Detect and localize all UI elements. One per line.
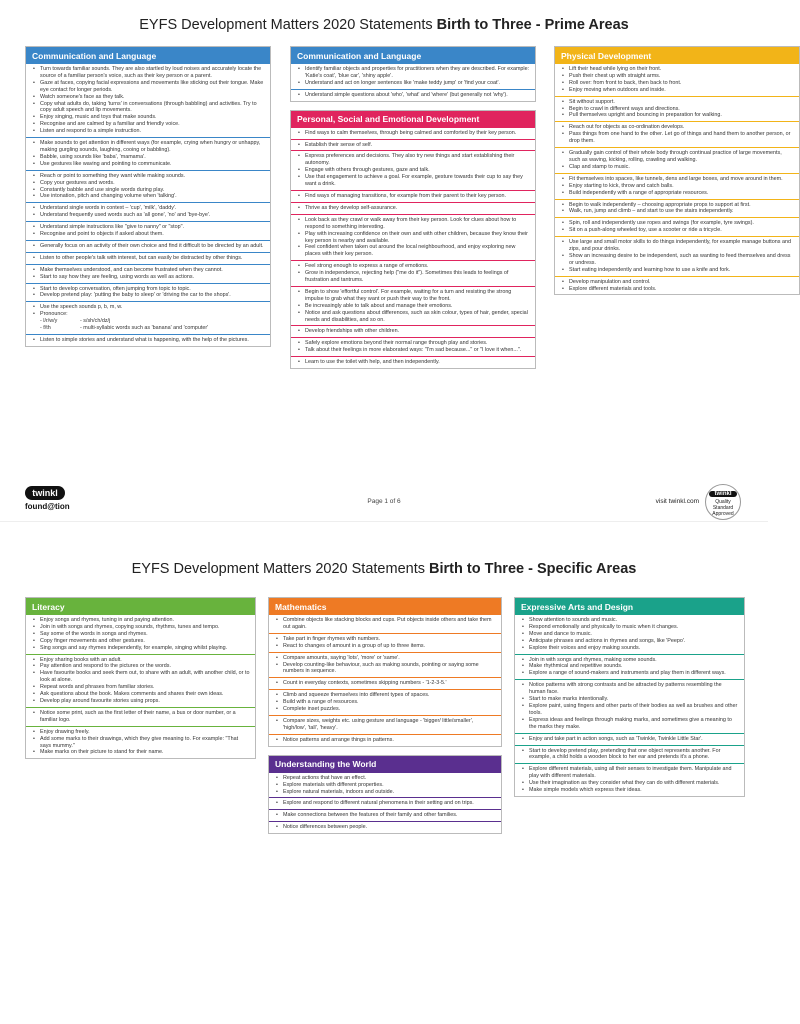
list-item: • Combine objects like stacking blocks and cups. Put objects inside others and take them out again. [275,617,496,631]
statement-group [269,773,501,799]
list-item: • Explore materials with different properties. [275,782,496,789]
list-item: • Constantly babble and use single words during play. [32,187,265,194]
statement-group [555,122,799,148]
list-item: • Develop manipulation and control. [561,279,794,286]
p1-column-right [554,46,800,303]
statement-group [269,615,501,634]
statement-group [269,653,501,679]
understanding-the-world-card [268,755,502,834]
communication-and-language-card [25,46,271,347]
statement-group [515,615,744,655]
list-item: • Enjoy and take part in action songs, such as 'Twinkle, Twinkle Little Star'. [521,736,739,743]
statement-group [269,735,501,746]
list-item: • Count in everyday contexts, sometimes skipping numbers - '1-2-3-5.' [275,680,496,687]
statement-group [515,655,744,681]
statement-group [269,798,501,810]
section-heading: Mathematics [269,598,501,615]
list-item: • Enjoy singing, music and toys that make sounds. [32,114,265,121]
list-item: • Enjoy sharing books with an adult. [32,657,250,664]
statement-group [26,727,255,759]
section-heading: Physical Development [555,47,799,64]
list-item: • Fit themselves into spaces, like tunnels, dens and large boxes, and move around in them. [561,176,794,183]
communication-and-language-card [290,46,536,102]
list-item: • Use their imagination as they consider what they can do with different materials. [521,780,739,787]
list-item: • Pull themselves upright and bouncing in preparation for walking. [561,112,794,119]
list-item: • Repeat actions that have an effect. [275,775,496,782]
list-item: • Start to make marks intentionally. [521,696,739,703]
pronounce-row: - l/r/w/y - s/sh/ch/dz/j [40,318,111,325]
list-item: • Start to develop conversation, often jumping from topic to topic. [32,286,265,293]
list-item: • Repeat words and phrases from familiar stories. [32,684,250,691]
list-item: • Move and dance to music. [521,631,739,638]
list-item: • Find ways to calm themselves, through being calmed and comforted by their key person. [297,130,530,137]
statement-group [555,97,799,123]
list-item: • React to changes of amount in a group of up to three items. [275,643,496,650]
statement-group [26,708,255,727]
list-item: • Understand frequently used words such as 'all gone', 'no' and 'bye-bye'. [32,212,265,219]
statement-group [26,241,270,253]
expressive-arts-and-design-card [514,597,745,797]
statement-group [26,335,270,346]
statement-group [26,253,270,265]
list-item: • Develop counting-like behaviour, such as making sounds, pointing or saying some numbers in sequence. [275,662,496,676]
statement-group [555,237,799,277]
list-item: • Reach out for objects as co-ordination develops. [561,124,794,131]
statement-group [26,265,270,284]
list-item: • Identify familiar objects and properties for practitioners when they are described. For example: 'Katie's coat', 'blue car', 'shiny apple'. [297,66,530,80]
list-item: • Explore different materials and tools. [561,286,794,293]
list-item: • Develop pretend play: 'putting the baby to sleep' or 'driving the car to the shops'. [32,292,265,299]
list-item: • Explore paint, using fingers and other parts of their bodies as well as brushes and other tools. [521,703,739,717]
list-item: • Compare amounts, saying 'lots', 'more' or 'same'. [275,655,496,662]
statement-group [269,822,501,833]
statement-group [291,128,535,140]
list-item: • Babble, using sounds like 'baba', 'mamama'. [32,154,265,161]
list-item: • Express ideas and feelings through making marks, and sometimes give a meaning to the marks they make. [521,717,739,731]
list-item: • Explore their voices and enjoy making sounds. [521,645,739,652]
list-item: • Explore different materials, using all their senses to investigate them. Manipulate and play with different materials. [521,766,739,780]
list-item: • Understand simple questions about 'who', 'what' and 'where' (but generally not 'why'). [297,92,530,99]
list-item: • Turn towards familiar sounds. They are also startled by loud noises and accurately locate the source of a familiar person's voice, such as their key person or a parent. [32,66,265,80]
list-item: • Understand single words in context – 'cup', 'milk', 'daddy'. [32,205,265,212]
list-item: • Understand simple instructions like "give to nanny" or "stop". [32,224,265,231]
list-item: • Sing songs and say rhymes independently, for example, singing whilst playing. [32,645,250,652]
list-item: • Enjoy starting to kick, throw and catch balls. [561,183,794,190]
mathematics-card [268,597,502,747]
statement-group [269,716,501,735]
list-item: • Start eating independently and learning how to use a knife and fork. [561,267,794,274]
statement-group [291,140,535,152]
statement-group [555,174,799,200]
list-item: • Safely explore emotions beyond their normal range through play and stories. [297,340,530,347]
list-item: • Sit without support. [561,99,794,106]
list-item: • Understand and act on longer sentences like 'make teddy jump' or 'find your coat'. [297,80,530,87]
list-item: • Anticipate phrases and actions in rhymes and songs, like 'Peepo'. [521,638,739,645]
list-item: • Join in with songs and rhymes, making some sounds. [521,657,739,664]
p1-column-middle [290,46,536,377]
statement-group [269,810,501,822]
section-heading: Expressive Arts and Design [515,598,744,615]
list-item: • Show attention to sounds and music. [521,617,739,624]
list-item: • Enjoy moving when outdoors and inside. [561,87,794,94]
list-item: • Begin to show 'effortful control'. For example, waiting for a turn and resisting the strong impulse to grab what they want or push their way to the front. [297,289,530,303]
list-item: • Build independently with a range of appropriate resources. [561,190,794,197]
statement-group [26,203,270,222]
list-item: • Say some of the words in songs and rhymes. [32,631,250,638]
list-item: • Express preferences and decisions. They also try new things and start establishing their autonomy. [297,153,530,167]
list-item: • Thrive as they develop self-assurance. [297,205,530,212]
list-item: • Make rhythmical and repetitive sounds. [521,663,739,670]
list-item: • Use intonation, pitch and changing volume when 'talking'. [32,193,265,200]
statement-group [26,284,270,303]
list-item: • Have favourite books and seek them out, to share with an adult, with another child, or to look at alone. [32,670,250,684]
statement-group [291,203,535,215]
list-item: • Walk, run, jump and climb – and start to use the stairs independently. [561,208,794,215]
list-item: • Use gestures like waving and pointing to communicate. [32,161,265,168]
personal-social-and-emotional-development-card [290,110,536,369]
statement-group [291,338,535,357]
list-item: • Engage with others through gestures, gaze and talk. [297,167,530,174]
statement-group [26,615,255,655]
statement-group [555,64,799,97]
list-item: • Spin, roll and independently use ropes and swings (for example, tyre swings). [561,220,794,227]
p2-column-left [25,597,256,767]
list-item: • Listen to other people's talk with interest, but can easily be distracted by other things. [32,255,265,262]
page-1-title: EYFS Development Matters 2020 Statements Birth to Three - Prime Areas [139,17,629,33]
statement-group [515,734,744,746]
list-item: • Roll over: from front to back, then back to front. [561,80,794,87]
list-item: • Begin to walk independently – choosing appropriate props to support at first. [561,202,794,209]
p2-column-middle [268,597,502,842]
page-footer [25,484,743,524]
statement-group [26,171,270,204]
list-item: • Establish their sense of self. [297,142,530,149]
list-item: • Recognise and are calmed by a familiar and friendly voice. [32,121,265,128]
statement-group [555,277,799,295]
list-item: • Complete inset puzzles. [275,706,496,713]
statement-group [291,64,535,90]
section-heading: Literacy [26,598,255,615]
statement-group [291,151,535,191]
list-item: • Notice patterns and arrange things in patterns. [275,737,496,744]
list-item: • Recognise and point to objects if asked about them. [32,231,265,238]
p1-column-left [25,46,271,355]
list-item: • Feel strong enough to express a range of emotions. [297,263,530,270]
list-item: • Notice patterns with strong contrasts and be attracted by patterns resembling the human face. [521,682,739,696]
physical-development-card [554,46,800,295]
list-item: • Pronounce: [32,311,265,318]
list-item: • Use that engagement to achieve a goal. For example, gesture towards their cup to say they want a drink. [297,174,530,188]
statement-group [269,690,501,716]
page-2-title: EYFS Development Matters 2020 Statements Birth to Three - Specific Areas [131,561,637,577]
twinkl-foundation-logo: twinkl found@tion [25,488,70,511]
list-item: • Compare sizes, weights etc. using gesture and language - 'bigger/ little/smaller', 'high/low', 'tall', 'heavy'. [275,718,496,732]
list-item: • Explore a range of sound-makers and instruments and play them in different ways. [521,670,739,677]
list-item: • Climb and squeeze themselves into different types of spaces. [275,692,496,699]
list-item: • Enjoy drawing freely. [32,729,250,736]
list-item: • Notice some print, such as the first letter of their name, a bus or door number, or a familiar logo. [32,710,250,724]
list-item: • Gaze at faces, copying facial expressions and movements like sticking out their tongue. Make eye contact for longer periods. [32,80,265,94]
list-item: • Watch someone's face as they talk. [32,94,265,101]
list-item: • Make marks on their picture to stand for their name. [32,749,250,756]
page-divider [0,521,768,522]
statement-group [291,261,535,287]
list-item: • Build with a range of resources. [275,699,496,706]
list-item: • Begin to crawl in different ways and directions. [561,106,794,113]
list-item: • Talk about their feelings in more elaborated ways: "I'm sad because..." or "I love it when...". [297,347,530,354]
list-item: • Develop play around favourite stories using props. [32,698,250,705]
list-item: • Explore natural materials, indoors and outside. [275,789,496,796]
list-item: • Start to develop pretend play, pretending that one object represents another. For example, a child holds a wooden block to her ear and pretends it's a phone. [521,748,739,762]
quality-badge-icon: twinkl Quality Standard Approved [705,484,741,520]
list-item: • Enjoy songs and rhymes, tuning in and paying attention. [32,617,250,624]
statement-group [269,634,501,653]
statement-group [291,90,535,101]
list-item: • Make sounds to get attention in different ways (for example, crying when hungry or unhappy, making gurgling sounds, laughing, cooing or babbling). [32,140,265,154]
list-item: • Learn to use the toilet with help, and then independently. [297,359,530,366]
list-item: • Copy finger movements and other gestures. [32,638,250,645]
list-item: • Explore and respond to different natural phenomena in their setting and on trips. [275,800,496,807]
list-item: • Find ways of managing transitions, for example from their parent to their key person. [297,193,530,200]
list-item: • Add some marks to their drawings, which they give meaning to. For example: "That says mummy." [32,736,250,750]
statement-group [555,218,799,237]
list-item: • Feel confident when taken out around the local neighbourhood, and enjoy exploring new places with their key person. [297,244,530,258]
list-item: • Reach or point to something they want while making sounds. [32,173,265,180]
list-item: • Listen and respond to a simple instruction. [32,128,265,135]
literacy-card [25,597,256,759]
statement-group [515,746,744,765]
statement-group [291,326,535,338]
list-item: • Copy what adults do, taking 'turns' in conversations (through babbling) and activities. Try to copy adult speech and lip movements. [32,101,265,115]
list-item: • Join in with songs and rhymes, copying sounds, rhythms, tunes and tempo. [32,624,250,631]
pronounce-row: - f/th - multi-syllabic words such as 'banana' and 'computer' [40,325,209,332]
list-item: • Pay attention and respond to the pictures or the words. [32,663,250,670]
statement-group [26,655,255,708]
list-item: • Generally focus on an activity of their own choice and find it difficult to be directed by an adult. [32,243,265,250]
list-item: • Start to say how they are feeling, using words as well as actions. [32,274,265,281]
list-item: • Notice and ask questions about differences, such as skin colour, types of hair, gender, special needs and disabilities, and so on. [297,310,530,324]
statement-group [269,678,501,690]
list-item: • Be increasingly able to talk about and manage their emotions. [297,303,530,310]
list-item: • Use large and small motor skills to do things independently, for example manage buttons and zips, and pour drinks. [561,239,794,253]
section-heading: Communication and Language [26,47,270,64]
statement-group [555,148,799,174]
statement-group [26,138,270,171]
list-item: • Copy your gestures and words. [32,180,265,187]
list-item: • Gradually gain control of their whole body through continual practice of large movements, such as waving, kicking, rolling, crawling and walking. [561,150,794,164]
list-item: • Take part in finger rhymes with numbers. [275,636,496,643]
list-item: • Respond emotionally and physically to music when it changes. [521,624,739,631]
list-item: • Ask questions about the book. Makes comments and shares their own ideas. [32,691,250,698]
statement-group [291,215,535,261]
list-item: • Push their chest up with straight arms. [561,73,794,80]
statement-group [26,64,270,138]
list-item: • Play with increasing confidence on their own and with other children, because they know their key person is nearby and available. [297,231,530,245]
list-item: • Clap and stamp to music. [561,164,794,171]
list-item: • Listen to simple stories and understand what is happening, with the help of the pictures. [32,337,265,344]
list-item: • Use the speech sounds p, b, m, w. [32,304,265,311]
section-heading: Communication and Language [291,47,535,64]
list-item: • Grow in independence, rejecting help ("me do it"). Sometimes this leads to feelings of frustration and tantrums. [297,270,530,284]
statement-group [291,287,535,327]
list-item: • Make simple models which express their ideas. [521,787,739,794]
list-item: • Notice differences between people. [275,824,496,831]
list-item: • Develop friendships with other children. [297,328,530,335]
statement-group [291,357,535,368]
list-item: • Pass things from one hand to the other. Let go of things and hand them to another person, or drop them. [561,131,794,145]
list-item: • Look back as they crawl or walk away from their key person. Look for clues about how to respond to something interesting. [297,217,530,231]
list-item: • Lift their head while lying on their front. [561,66,794,73]
statement-group [515,680,744,733]
section-heading: Understanding the World [269,756,501,773]
statement-group [26,302,270,335]
statement-group [291,191,535,203]
list-item: • Show an increasing desire to be independent, such as wanting to feed themselves and dress or undress. [561,253,794,267]
page-number: Page 1 of 6 [367,498,401,505]
list-item: • Make themselves understood, and can become frustrated when they cannot. [32,267,265,274]
visit-link[interactable]: visit twinkl.com [655,498,699,505]
list-item: • Sit on a push-along wheeled toy, use a scooter or ride a tricycle. [561,227,794,234]
statement-group [555,200,799,219]
list-item: • Make connections between the features of their family and other families. [275,812,496,819]
statement-group [515,764,744,796]
statement-group [26,222,270,241]
section-heading: Personal, Social and Emotional Development [291,111,535,128]
p2-column-right [514,597,745,805]
